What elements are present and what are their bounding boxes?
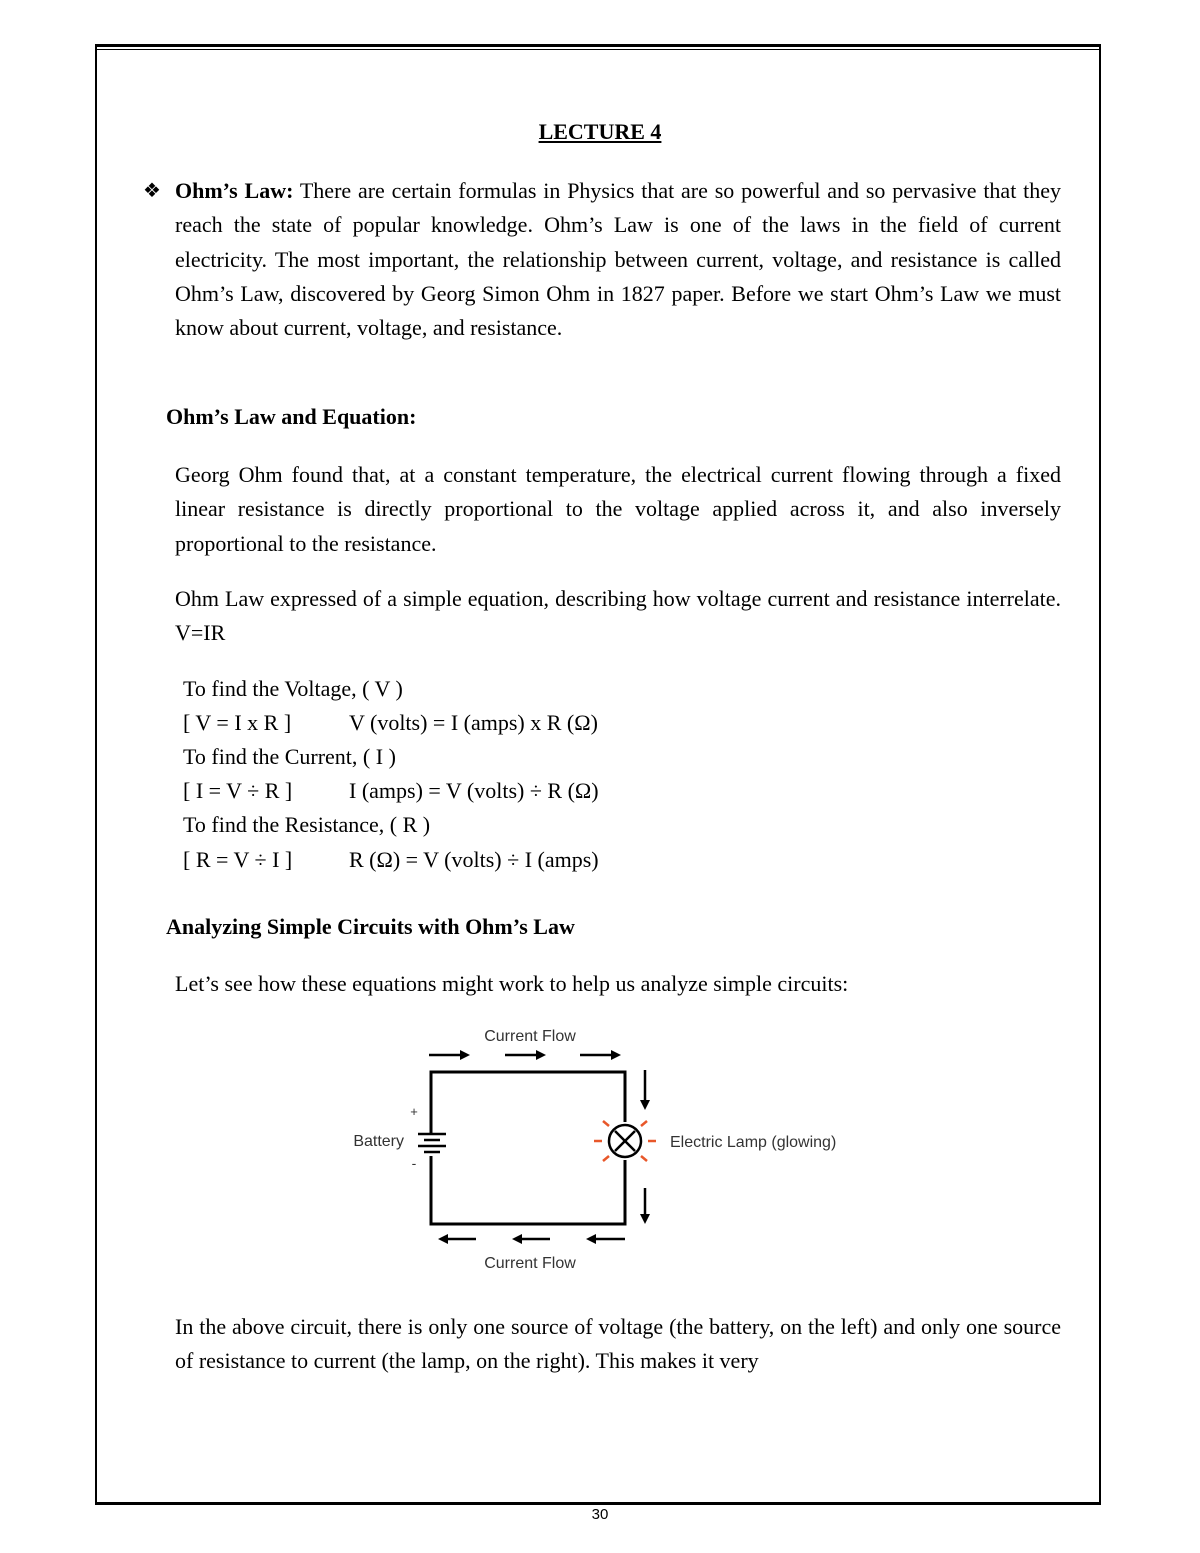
page-number: 30: [591, 1506, 609, 1523]
circuit-wires: [431, 1072, 625, 1224]
battery-symbol: [418, 1134, 446, 1152]
bottom-arrows: [438, 1234, 625, 1244]
voltage-label: To find the Voltage, ( V ): [183, 676, 403, 701]
current-label: To find the Current, ( I ): [183, 744, 396, 769]
intro-text: There are certain formulas in Physics that are so powerful and so pervasive that they reach the state of popular knowledge. Ohm’s Law is one of the laws in the field of current electricity. The most important, the relationship between current, voltage, and resistance is called Ohm’s Law, discovered by Georg Simon Ohm in 1827 paper. Before we start Ohm’s Law we must know about current, voltage, and resistance.: [175, 178, 1061, 341]
battery-label: Battery: [353, 1133, 404, 1150]
voltage-equation: V (volts) = I (amps) x R (Ω): [349, 710, 598, 735]
section-heading-analyzing-circuits: Analyzing Simple Circuits with Ohm’s Law: [166, 914, 575, 939]
battery-plus-sign: +: [410, 1104, 418, 1119]
circuit-explanation-paragraph: In the above circuit, there is only one source of voltage (the battery, on the left) and only one source of resistance to current (the lamp, on the right). This makes it very: [175, 1314, 1061, 1374]
lamp-symbol-icon: [609, 1125, 641, 1157]
voltage-bracket: [ V = I x R ]: [183, 710, 292, 735]
resistance-formula: [183, 843, 599, 877]
lamp-label: Electric Lamp (glowing): [670, 1134, 837, 1151]
section-heading-ohms-law-equation: Ohm’s Law and Equation:: [166, 404, 417, 429]
current-bracket: [ I = V ÷ R ]: [183, 778, 293, 803]
resistance-equation: R (Ω) = V (volts) ÷ I (amps): [349, 847, 599, 872]
intro-paragraph: [175, 174, 1061, 345]
top-arrows: [429, 1050, 621, 1060]
circuit-diagram: [330, 1018, 870, 1278]
ohm-equation-paragraph: Ohm Law expressed of a simple equation, describing how voltage current and resistance interrelate. V=IR: [175, 586, 1061, 646]
top-current-flow-label: Current Flow: [484, 1028, 576, 1045]
resistance-label: To find the Resistance, ( R ): [183, 812, 431, 837]
diamond-bullet-icon: ❖: [143, 180, 161, 202]
lecture-title: LECTURE 4: [538, 119, 662, 144]
right-arrows: [640, 1070, 650, 1224]
current-formula: [183, 774, 599, 808]
battery-minus-sign: -: [411, 1155, 417, 1171]
bottom-current-flow-label: Current Flow: [484, 1255, 576, 1272]
intro-term: Ohm’s Law:: [175, 178, 294, 203]
current-equation: I (amps) = V (volts) ÷ R (Ω): [349, 778, 599, 803]
voltage-formula: [183, 706, 598, 740]
circuits-intro-paragraph: Let’s see how these equations might work to help us analyze simple circuits:: [175, 971, 849, 996]
resistance-bracket: [ R = V ÷ I ]: [183, 847, 293, 872]
ohm-finding-paragraph: Georg Ohm found that, at a constant temperature, the electrical current flowing through a fixed linear resistance is directly proportional to the voltage applied across it, and also inversely proportional to the resistance.: [175, 462, 1061, 556]
